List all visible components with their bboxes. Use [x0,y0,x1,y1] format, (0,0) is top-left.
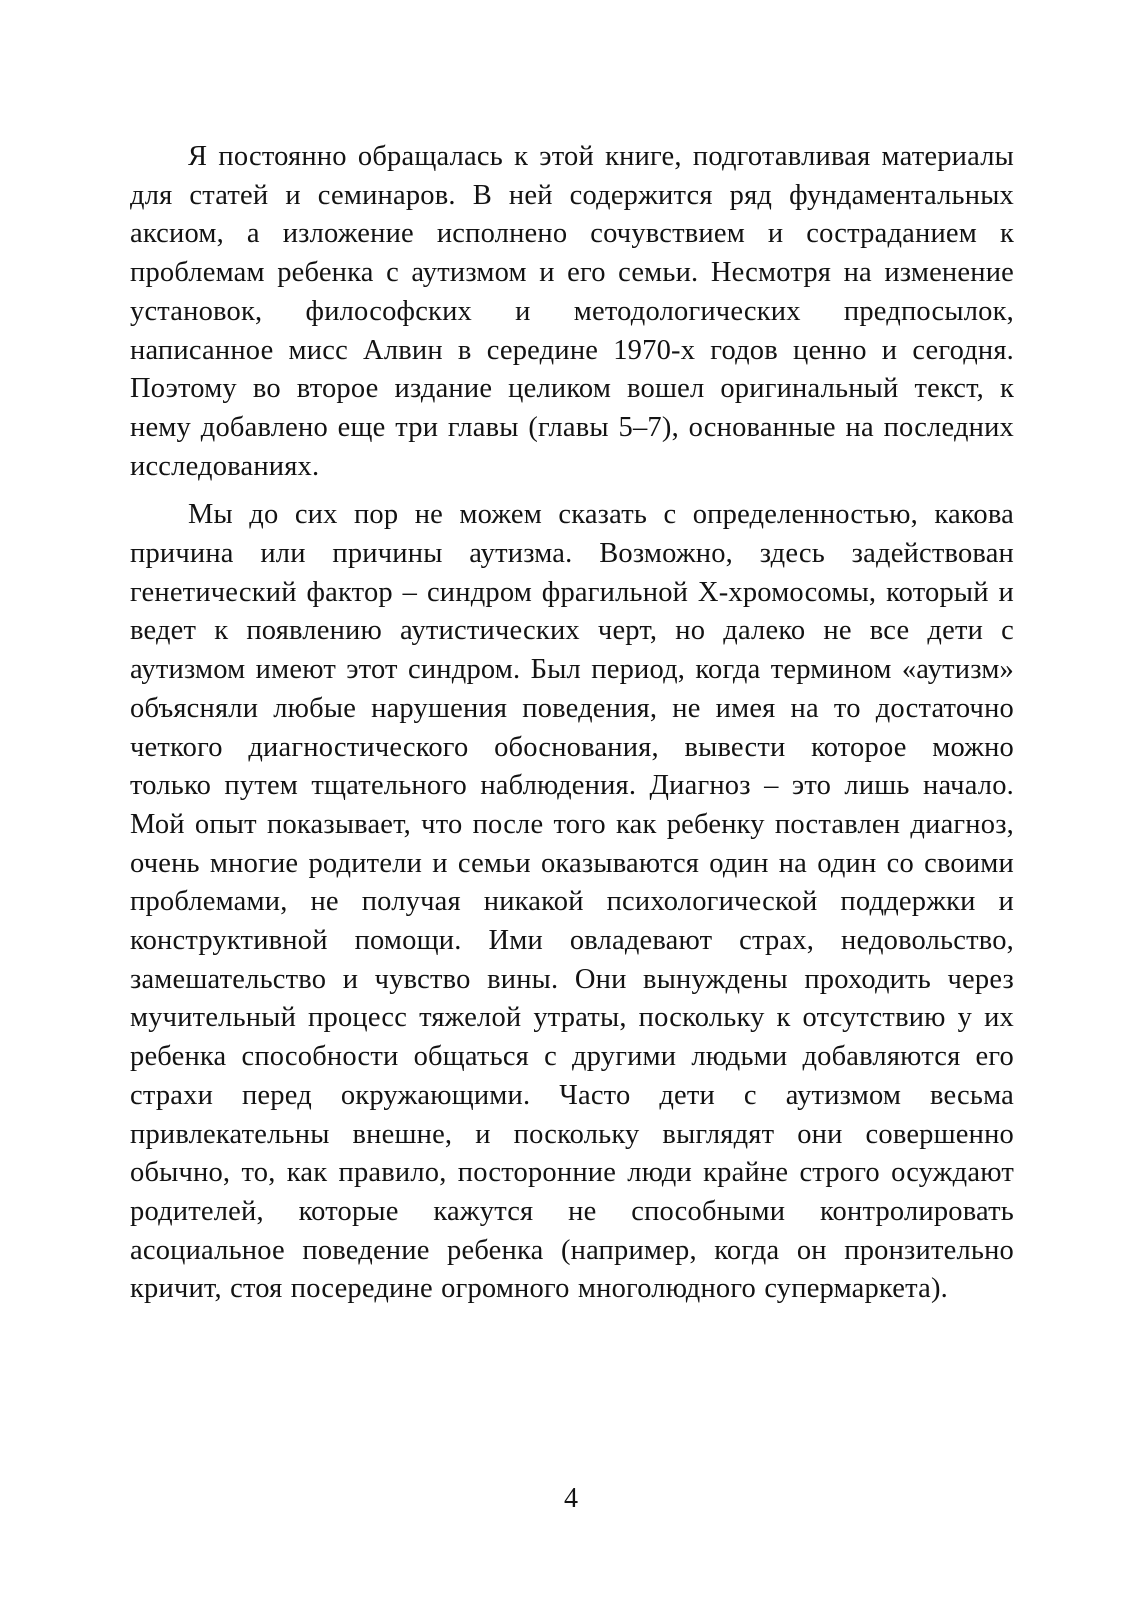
paragraph-1: Я постоянно обращалась к этой книге, подготавливая материалы для статей и семинаров. В ней содержится ряд фундаментальных аксиом, а изложение исполнено сочувствием и состраданием к проблемам ребенка с аутизмом и его семьи. Несмотря на изменение установок, философских и методологических предпосылок, написанное мисс Алвин в середине 1970-х годов ценно и сегодня. Поэтому во второе издание целиком вошел оригинальный текст, к нему добавлено еще три главы (главы 5–7), основанные на последних исследованиях. [130,141,1014,482]
paragraph-2: Мы до сих пор не можем сказать с определенностью, какова причина или причины аутизма. Возможно, здесь задействован генетический фактор – синдром фрагильной Х-хромосомы, который и ведет к появлению аутистических черт, но далеко не все дети с аутизмом имеют этот синдром. Был период, когда термином «аутизм» объясняли любые нарушения поведения, не имея на то достаточно четкого диагностического обоснования, вывести которое можно только путем тщательного наблюдения. Диагноз – это лишь начало. Мой опыт показывает, что после того как ребенку поставлен диагноз, очень многие родители и семьи оказываются один на один со своими проблемами, не получая никакой психологической поддержки и конструктивной помощи. Ими овладевают страх, недовольство, замешательство и чувство вины. Они вынуждены проходить через мучительный процесс тяжелой утраты, поскольку к отсутствию у их ребенка способности общаться с другими людьми добавляются его страхи перед окружающими. Часто дети с аутизмом весьма привлекательны внешне, и поскольку выглядят они совершенно обычно, то, как правило, посторонние люди крайне строго осуждают родителей, которые кажутся не способными контролировать асоциальное поведение ребенка (например, когда он пронзительно кричит, стоя посередине огромного многолюдного супермаркета). [130,499,1014,1305]
page-text-block [130,138,1014,1309]
page-number: 4 [564,1483,578,1514]
